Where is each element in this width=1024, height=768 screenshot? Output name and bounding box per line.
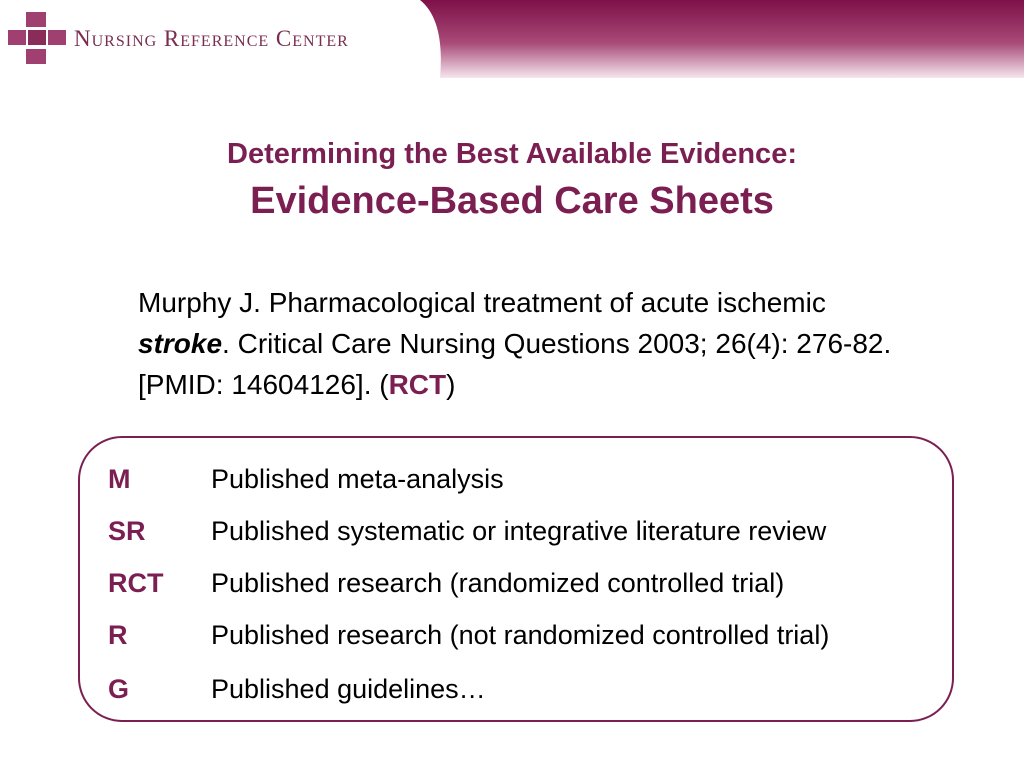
slide-title: Determining the Best Available Evidence: [227, 138, 797, 170]
citation-evidence-code: RCT [388, 369, 447, 400]
citation-text [138, 282, 898, 405]
slide-subtitle: Evidence-Based Care Sheets [250, 180, 774, 222]
legend-description: Published guidelines… [211, 674, 486, 704]
legend-code: M [108, 464, 131, 494]
header-banner [0, 0, 1024, 78]
brand-name: Nursing Reference Center [74, 26, 349, 51]
legend-description: Published research (randomized controlled trial) [211, 568, 785, 598]
citation-part3: ) [446, 369, 456, 400]
legend-description: Published systematic or integrative literature review [211, 516, 827, 546]
logo-cross-icon [8, 12, 66, 64]
banner-band [420, 0, 1024, 78]
legend-code: SR [108, 516, 146, 546]
citation-part1: Murphy J. Pharmacological treatment of acute ischemic [138, 287, 826, 318]
legend-description: Published research (not randomized controlled trial) [211, 620, 830, 650]
citation-part2: . Critical Care Nursing Questions 2003; 26(4): 276-82. [PMID: 14604126]. ( [138, 328, 892, 400]
citation-keyword: stroke [138, 328, 223, 359]
legend-description: Published meta-analysis [211, 464, 504, 494]
legend-code: RCT [108, 568, 164, 598]
legend-code: G [108, 674, 130, 704]
legend-code: R [108, 620, 128, 650]
